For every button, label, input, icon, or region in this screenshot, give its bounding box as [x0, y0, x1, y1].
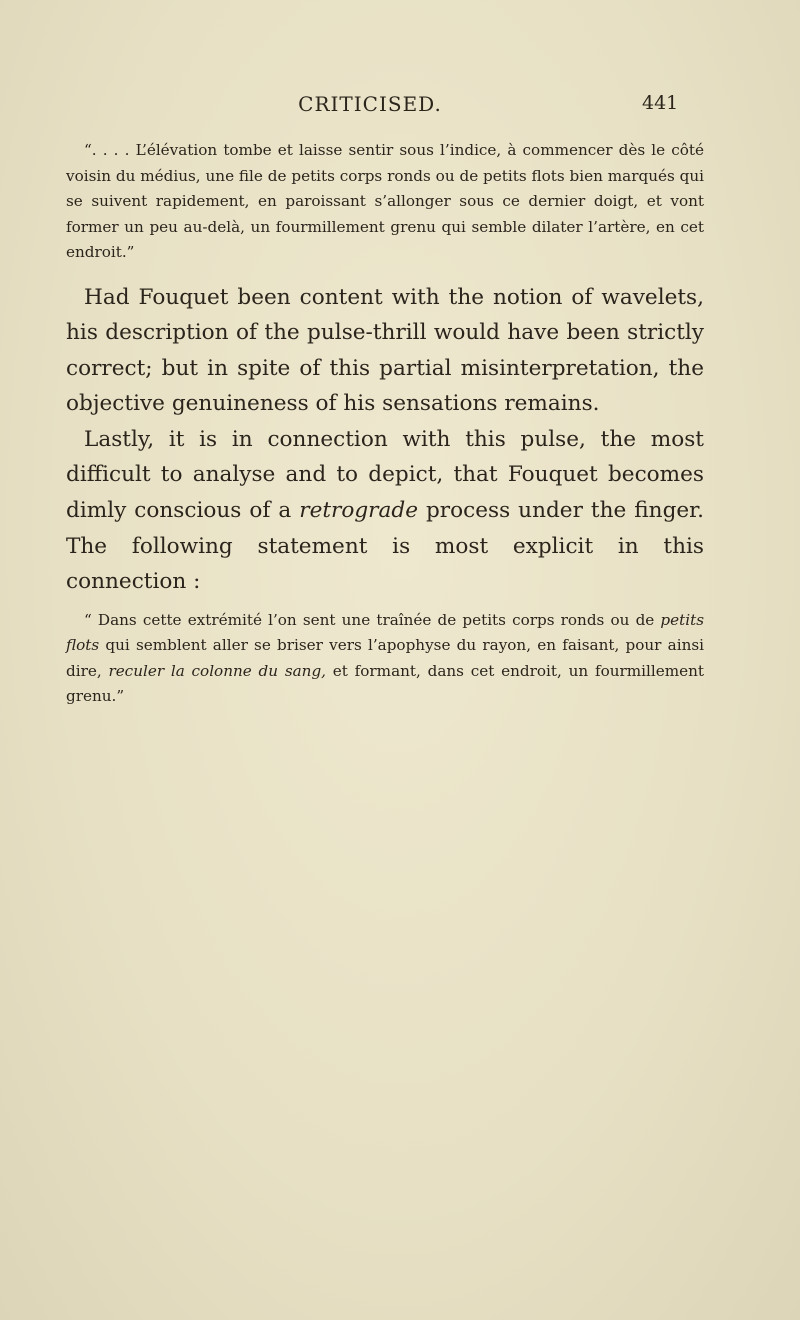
paragraph-fouquet-wavelets: Had Fouquet been content with the notion of wavelets, his description of the pulse-thrill would have been strictly correct; but in spite of this partial misinterpretation, the objective genuineness of his sensations remains.: [66, 284, 704, 417]
french-quote-1: “. . . . L’élévation tombe et laisse sentir sous l’indice, à commencer dès le côté voisin du médius, une file de petits corps ronds ou de petits flots bien marqués qui se suivent rapidement, en paroissant s’allonger sous ce dernier doigt, et vont former un peu au-delà, un fourmillement grenu qui semble dilater l’artère, en cet endroit.”: [66, 141, 704, 261]
emphasis-petits-flots: petits flots: [66, 610, 704, 655]
emphasis-retrograde: retrograde: [299, 498, 418, 524]
quote-2-part-3: et formant, dans cet endroit, un fourmillement grenu.”: [66, 661, 704, 706]
quote-2-part-2: qui semblent aller se briser vers l’apophyse du rayon, en faisant, pour ainsi dire,: [66, 636, 704, 680]
paragraph-text-before: Lastly, it is in connection with this pulse, the most difficult to analyse and to depict, that Fouquet becomes dimly conscious of a: [66, 426, 704, 524]
page-number: 441: [642, 92, 679, 114]
paragraph-text-after: process under the finger. The following statement is most explicit in this connection :: [66, 498, 704, 595]
body-text: [66, 138, 704, 710]
running-title: CRITICISED.: [298, 92, 442, 116]
emphasis-reculer-la-colonne: reculer la colonne du sang,: [108, 661, 326, 680]
french-quote-2: [66, 608, 704, 710]
quote-2-part-1: “ Dans cette extrémité l’on sent une traînée de petits corps ronds ou de: [84, 610, 661, 629]
paragraph-retrograde-process: [66, 422, 704, 600]
page-header: [0, 92, 800, 122]
